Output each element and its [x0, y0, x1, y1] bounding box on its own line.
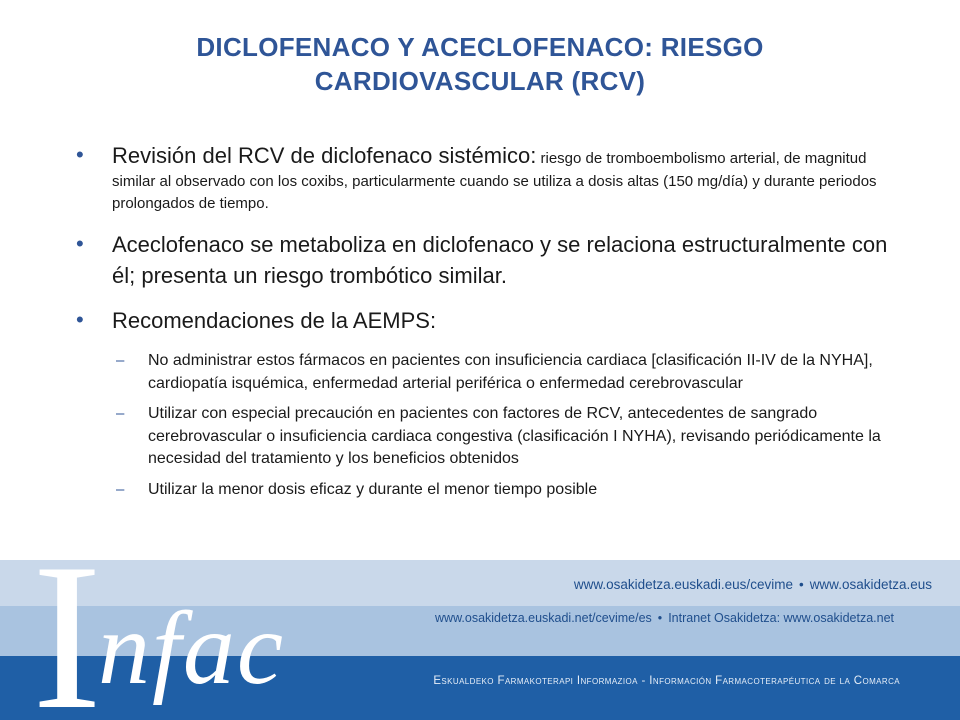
sub-bullet-list	[72, 350, 892, 501]
bullet-text: Recomendaciones de la AEMPS:	[112, 308, 437, 333]
bullet-icon: •	[76, 231, 84, 256]
bullet-lead: Revisión del RCV de diclofenaco sistémico	[112, 143, 531, 168]
banner-url-row-1	[520, 577, 932, 592]
separator-dot: •	[657, 611, 663, 625]
intranet-link[interactable]: Intranet Osakidetza: www.osakidetza.net	[668, 611, 894, 625]
bullet-text: Aceclofenaco se metaboliza en diclofenaco y se relaciona estructuralmente con él; presenta un riesgo trombótico similar.	[112, 232, 888, 288]
slide-title-line1: DICLOFENACO Y ACECLOFENACO: RIESGO	[196, 32, 764, 62]
cevime-link[interactable]: www.osakidetza.euskadi.eus/cevime	[573, 577, 793, 592]
infac-logo	[28, 560, 328, 720]
tagline-dash: -	[641, 675, 646, 687]
bullet-icon: •	[76, 142, 84, 167]
sub-bullet-item	[72, 479, 892, 502]
banner-url-row-2	[330, 611, 894, 625]
bullet-item-aceclofenaco	[72, 229, 892, 291]
sub-bullet-text: No administrar estos fármacos en pacientes con insuficiencia cardiaca [clasificación II-IV de la NYHA], cardiopatía isquémica, enfermedad arterial periférica o enfermedad cerebrovascular	[148, 352, 873, 392]
dash-icon: –	[116, 352, 125, 369]
tagline-es: Información Farmacoterapéutica de la Comarca	[649, 675, 900, 687]
bullet-list	[72, 140, 892, 509]
dash-icon: –	[116, 405, 125, 422]
osakidetza-link[interactable]: www.osakidetza.eus	[809, 577, 932, 592]
slide-title-line2: CARDIOVASCULAR (RCV)	[314, 66, 646, 96]
bullet-icon: •	[76, 307, 84, 332]
footer-banner	[0, 560, 960, 720]
bullet-detail: riesgo de tromboembolismo arterial, de magnitud similar al observado con los coxibs, particularmente cuando se utiliza a dosis altas (150 mg/día) y durante periodos prolongados de tiempo.	[112, 150, 877, 212]
tagline-eu: Eskualdeko Farmakoterapi Informazioa	[433, 675, 638, 687]
banner-tagline	[330, 675, 900, 687]
bullet-item-recommendations	[72, 305, 892, 336]
separator-dot: •	[798, 577, 804, 592]
sub-bullet-text: Utilizar la menor dosis eficaz y durante el menor tiempo posible	[148, 480, 598, 498]
sub-bullet-text: Utilizar con especial precaución en pacientes con factores de RCV, antecedentes de sangrado cerebrovascular o insuficiencia cardiaca congestiva (clasificación I NYHA), revisando periódicamente la necesidad del tratamiento y los beneficios obtenidos	[148, 405, 881, 467]
logo-initial: I	[32, 560, 102, 720]
bullet-colon: :	[530, 143, 537, 168]
bullet-item-rcv-review	[72, 140, 892, 215]
dash-icon: –	[116, 480, 125, 498]
cevime-es-link[interactable]: www.osakidetza.euskadi.net/cevime/es	[435, 611, 652, 625]
slide-title	[60, 30, 900, 98]
sub-bullet-item	[72, 403, 892, 471]
sub-bullet-item	[72, 350, 892, 395]
logo-wordmark: nfac	[98, 591, 286, 706]
